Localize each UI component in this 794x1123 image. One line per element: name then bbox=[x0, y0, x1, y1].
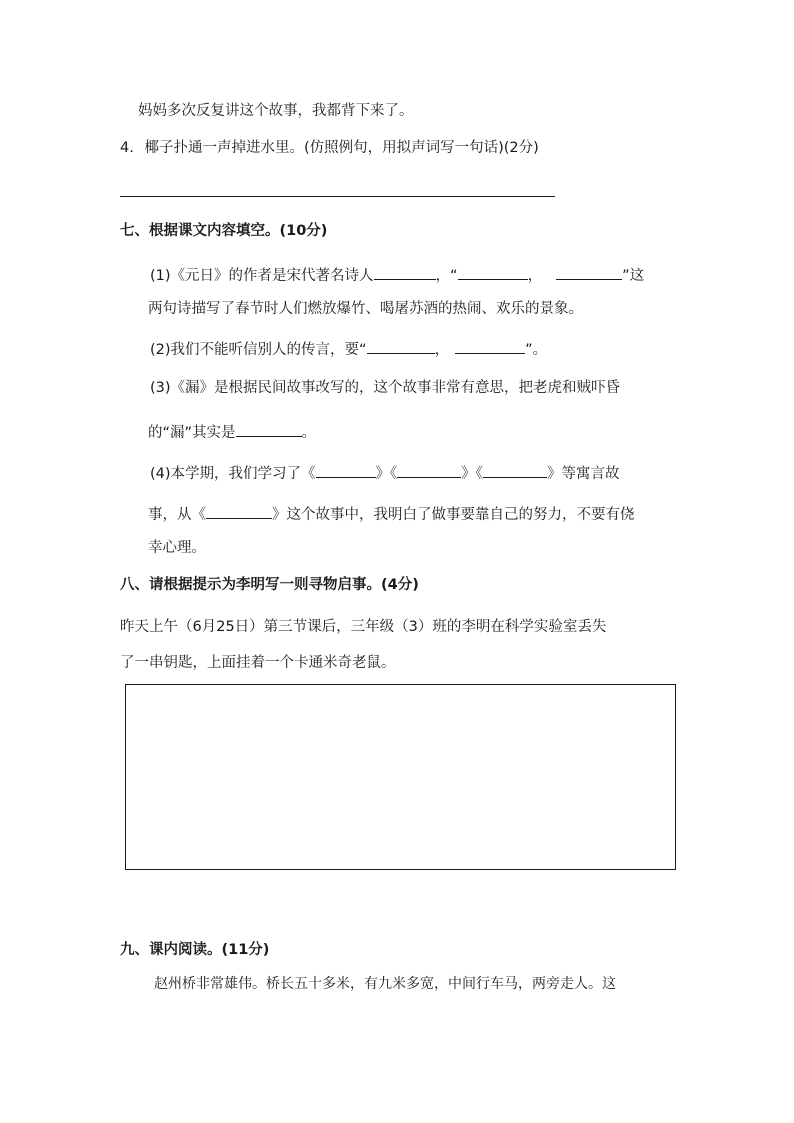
item-text: (2)我们不能听信别人的传言，要“ bbox=[150, 342, 367, 358]
fill-item-3 bbox=[148, 423, 316, 441]
answer-blank[interactable] bbox=[556, 266, 622, 280]
item-text: (1)《元日》的作者是宋代著名诗人 bbox=[150, 268, 374, 284]
item-text: 》《 bbox=[375, 466, 398, 482]
item-text: 》这个故事中，我明白了做事要靠自己的努力，不要有侥 bbox=[272, 507, 635, 523]
text-line: 昨天上午（6月25日）第三节课后，三年级（3）班的李明在科学实验室丢失 bbox=[120, 619, 607, 635]
text-line: 两句诗描写了春节时人们燃放爆竹、喝屠苏酒的热闹、欢乐的景象。 bbox=[148, 301, 583, 317]
answer-line[interactable] bbox=[120, 196, 555, 197]
section-heading-8: 八、请根据提示为李明写一则寻物启事。(4分) bbox=[120, 577, 419, 593]
question-4 bbox=[120, 141, 539, 156]
item-text: ， bbox=[434, 342, 450, 358]
answer-blank[interactable] bbox=[455, 340, 525, 354]
item-text: 事，从《 bbox=[148, 507, 206, 523]
item-text: 》等寓言故 bbox=[547, 466, 620, 482]
fill-item-1 bbox=[150, 266, 644, 284]
text-line: 妈妈多次反复讲这个故事，我都背下来了。 bbox=[138, 103, 414, 119]
answer-blank[interactable] bbox=[367, 340, 435, 354]
text-line: 赵州桥非常雄伟。桥长五十多米，有九米多宽，中间行车马，两旁走人。这 bbox=[154, 976, 616, 992]
text-line: (3)《漏》是根据民间故事改写的，这个故事非常有意思，把老虎和贼吓昏 bbox=[150, 380, 621, 396]
question-text: 椰子扑通一声掉进水里。(仿照例句，用拟声词写一句话)(2分) bbox=[144, 140, 539, 156]
item-text: ， bbox=[527, 268, 543, 284]
answer-box[interactable] bbox=[125, 684, 676, 870]
item-text: ”这 bbox=[622, 268, 645, 284]
item-text: 的“漏”其实是 bbox=[148, 425, 236, 441]
item-text: ”。 bbox=[525, 342, 548, 358]
answer-blank[interactable] bbox=[458, 266, 528, 280]
item-text: (4)本学期，我们学习了《 bbox=[150, 466, 316, 482]
item-text: 》《 bbox=[461, 466, 484, 482]
text-line: 幸心理。 bbox=[148, 540, 206, 556]
text-line: 了一串钥匙，上面挂着一个卡通米奇老鼠。 bbox=[120, 655, 396, 671]
answer-blank[interactable] bbox=[374, 266, 436, 280]
answer-blank[interactable] bbox=[397, 464, 461, 478]
answer-blank[interactable] bbox=[206, 505, 272, 519]
answer-blank[interactable] bbox=[483, 464, 547, 478]
fill-item-4-cont bbox=[148, 505, 635, 523]
section-heading-9: 九、课内阅读。(11分) bbox=[120, 942, 270, 958]
fill-item-4 bbox=[150, 464, 620, 482]
section-heading-7: 七、根据课文内容填空。(10分) bbox=[120, 223, 328, 239]
answer-blank[interactable] bbox=[316, 464, 376, 478]
answer-blank[interactable] bbox=[236, 423, 302, 437]
item-text: 。 bbox=[301, 425, 317, 441]
fill-item-2 bbox=[150, 340, 547, 358]
item-text: ，“ bbox=[435, 268, 458, 284]
question-number: 4. bbox=[120, 140, 134, 156]
